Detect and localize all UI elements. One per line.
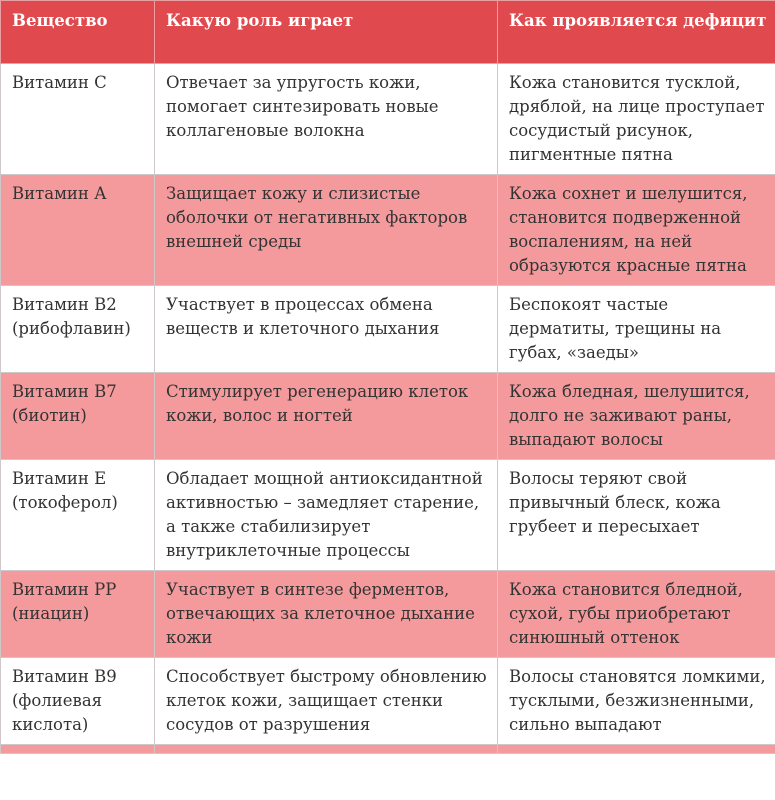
cell-deficit: Кожа бледная, шелушится, долго не заживают раны, выпадают волосы: [498, 373, 775, 460]
cell-role: Участвует в синтезе ферментов, отвечающих за клеточное дыхание кожи: [155, 571, 498, 658]
cell-role: Отвечает за упругость кожи, помогает синтезировать новые коллагеновые волокна: [155, 64, 498, 175]
cell-role: Защищает кожу и слизистые оболочки от негативных факторов внешней среды: [155, 175, 498, 286]
table-row: [1, 175, 775, 286]
cell-substance: Витамин В9 (фолиевая кислота): [1, 658, 155, 745]
table-row-cutoff: [1, 745, 775, 754]
table-row: [1, 460, 775, 571]
header-role: Какую роль играет: [155, 1, 498, 64]
table-row: [1, 286, 775, 373]
cell-substance: Витамин В2 (рибофлавин): [1, 286, 155, 373]
cell-substance: Витамин Е (токоферол): [1, 460, 155, 571]
cell-deficit: Волосы теряют свой привычный блеск, кожа грубеет и пересыхает: [498, 460, 775, 571]
header-deficit: Как проявляется дефицит: [498, 1, 775, 64]
cell-deficit: Волосы становятся ломкими, тусклыми, безжизненными, сильно выпадают: [498, 658, 775, 745]
table-row: [1, 571, 775, 658]
table-row: [1, 64, 775, 175]
cell-deficit: Беспокоят частые дерматиты, трещины на губах, «заеды»: [498, 286, 775, 373]
cell-role: Участвует в процессах обмена веществ и клеточного дыхания: [155, 286, 498, 373]
cell-substance: Витамин В7 (биотин): [1, 373, 155, 460]
table-header-row: [1, 1, 775, 64]
cell-role: Стимулирует регенерацию клеток кожи, волос и ногтей: [155, 373, 498, 460]
cell-role: Обладает мощной антиоксидантной активностью – замедляет старение, а также стабилизирует внутриклеточные процессы: [155, 460, 498, 571]
table-row: [1, 658, 775, 745]
header-substance: Вещество: [1, 1, 155, 64]
cell-substance: Витамин РР (ниацин): [1, 571, 155, 658]
cell-deficit: Кожа становится тусклой, дряблой, на лице проступает сосудистый рисунок, пигментные пятна: [498, 64, 775, 175]
cell-role: Способствует быстрому обновлению клеток кожи, защищает стенки сосудов от разрушения: [155, 658, 498, 745]
cell-substance: Витамин С: [1, 64, 155, 175]
cell-deficit: Кожа становится бледной, сухой, губы приобретают синюшный оттенок: [498, 571, 775, 658]
cell-deficit: Кожа сохнет и шелушится, становится подверженной воспалениям, на ней образуются красные пятна: [498, 175, 775, 286]
cell-substance: Витамин А: [1, 175, 155, 286]
table-row: [1, 373, 775, 460]
